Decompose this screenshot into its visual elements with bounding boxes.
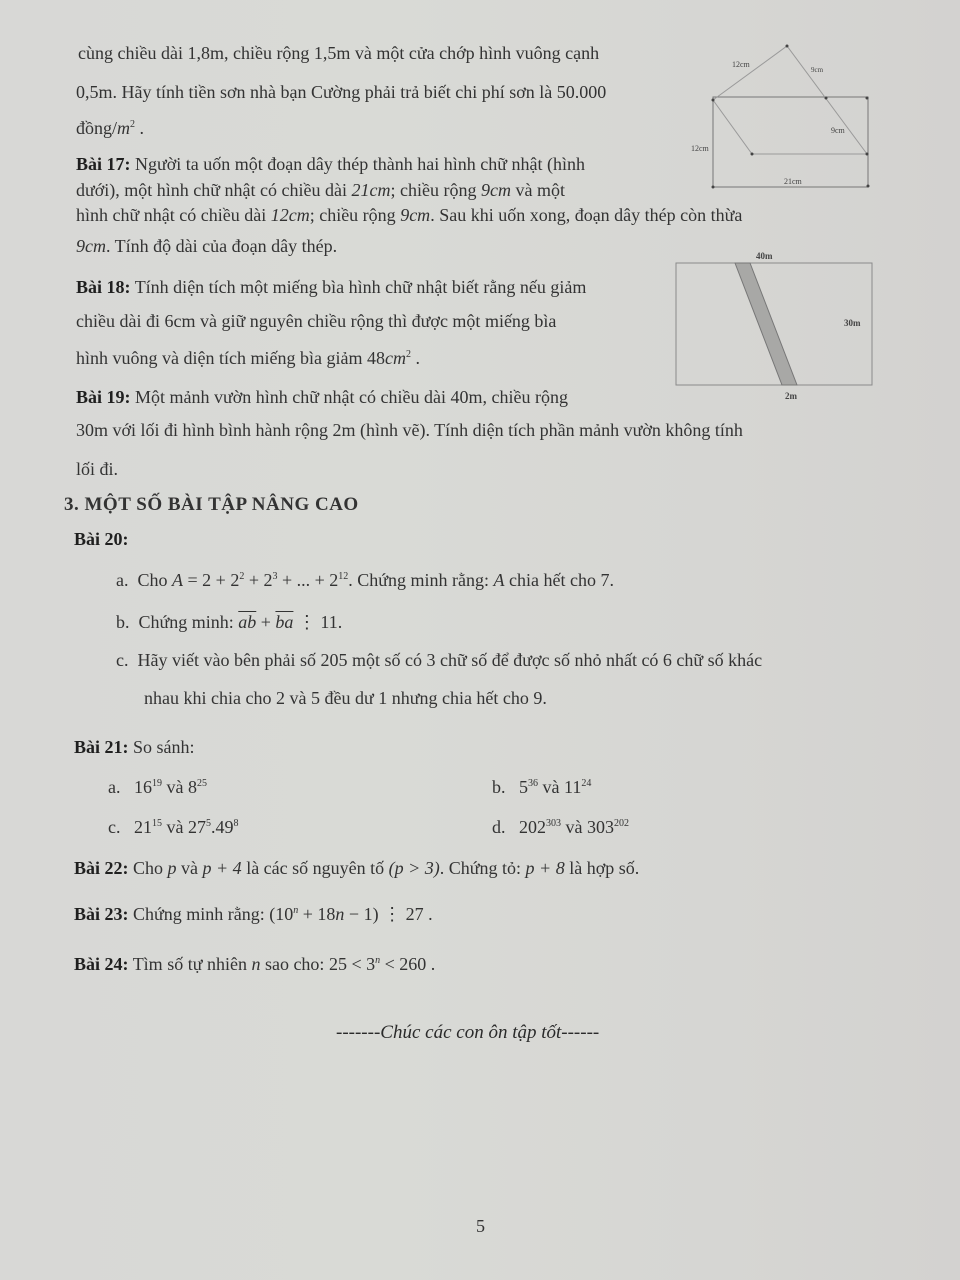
item-marker: d. — [492, 817, 506, 837]
label-path-width: 2m — [785, 391, 797, 401]
expr: + 18 — [298, 904, 336, 924]
text: hình vuông và diện tích miếng bìa giảm 48 — [76, 348, 385, 368]
text: . Sau khi uốn xong, đoạn dây thép còn thừa — [430, 205, 743, 225]
unit-exponent: 2 — [130, 119, 136, 130]
label-tilted-length: 12cm — [732, 60, 750, 69]
bai20-item-c-line-1 — [116, 650, 762, 671]
text: Hãy viết vào bên phải số 205 một số có 3 chữ số để được số nhỏ nhất có 6 chữ số khác — [137, 650, 763, 670]
bai21-line — [74, 737, 195, 758]
bai17-text: Người ta uốn một đoạn dây thép thành hai hình chữ nhật (hình — [130, 154, 585, 174]
text: Cho — [128, 858, 168, 878]
expr: 25 < 3 — [328, 954, 376, 974]
text: Chứng minh: — [138, 612, 239, 632]
label-length: 40m — [756, 251, 773, 261]
bai19-line-1 — [76, 387, 568, 408]
garden-path — [735, 263, 797, 385]
intro-text: đồng/ — [76, 118, 118, 138]
exponent: 2 — [239, 571, 245, 582]
bai17-line-1 — [76, 154, 585, 175]
text: và một — [510, 180, 565, 200]
bai18-line-2: chiều dài đi 6cm và giữ nguyên chiều rộng thì được một miếng bìa — [76, 311, 557, 331]
value: 21cm — [351, 180, 391, 200]
exponent: 8 — [233, 818, 239, 829]
var: n — [335, 904, 345, 924]
bai21-item-c — [108, 817, 239, 838]
overline-ab: $\overline{ab}$ — [238, 612, 257, 632]
expr: + — [256, 612, 276, 632]
text: . Chứng tỏ: — [439, 858, 526, 878]
bai19-label: Bài 19: — [76, 387, 131, 407]
intro-line-1: cùng chiều dài 1,8m, chiều rộng 1,5m và một cửa chớp hình vuông cạnh — [78, 43, 600, 63]
exponent: 202 — [614, 818, 629, 829]
bai20-label: Bài 20: — [74, 529, 129, 549]
item-marker: c. — [108, 817, 121, 837]
exponent: n — [293, 905, 299, 916]
label-width: 30m — [844, 318, 861, 328]
bai17-line-4 — [76, 236, 337, 257]
var: A — [493, 570, 505, 590]
bai19-text: Một mảnh vườn hình chữ nhật có chiều dài 40m, chiều rộng — [130, 387, 568, 407]
bai18-line-3 — [76, 348, 420, 369]
bai24-line — [74, 954, 435, 975]
text: ⋮ 11. — [293, 612, 343, 632]
base: 8 — [188, 777, 197, 797]
base: .49 — [211, 817, 234, 837]
text: và — [162, 777, 188, 797]
bai17-figure — [680, 30, 900, 200]
bai17-line-3 — [76, 205, 742, 226]
bai23-label: Bài 23: — [74, 904, 129, 924]
expr: p + 8 — [525, 858, 565, 878]
bai18-text: Tính diện tích một miếng bìa hình chữ nhật biết rằng nếu giảm — [130, 277, 587, 297]
bai21-item-b — [492, 777, 591, 798]
base: 5 — [519, 777, 528, 797]
var: A — [172, 570, 184, 590]
text: và — [176, 858, 203, 878]
exponent: 5 — [206, 818, 211, 829]
exponent: 2 — [405, 349, 411, 360]
bai17-label: Bài 17: — [76, 154, 131, 174]
text: chia hết cho 7. — [504, 570, 615, 590]
bai23-line — [74, 904, 433, 925]
text: sao cho: — [260, 954, 329, 974]
var: p — [167, 858, 177, 878]
label-rect-width: 9cm — [831, 126, 845, 135]
expr: = 2 + 2 — [183, 570, 240, 590]
bai20-item-b — [116, 612, 342, 633]
bai21-label: Bài 21: — [74, 737, 129, 757]
exponent: 19 — [152, 778, 162, 789]
text: Chứng minh rằng: — [128, 904, 270, 924]
item-marker: a. — [116, 570, 129, 590]
expr: (10 — [269, 904, 294, 924]
text: là các số nguyên tố — [241, 858, 389, 878]
item-marker: b. — [492, 777, 506, 797]
text: . Chứng minh rằng: — [348, 570, 494, 590]
overline-ba: $\overline{ba}$ — [275, 612, 294, 632]
base: 11 — [564, 777, 582, 797]
exponent: 15 — [152, 818, 162, 829]
label-tilted-width: 9cm — [811, 66, 824, 74]
expr: < 260 . — [380, 954, 436, 974]
value: 12cm — [270, 205, 310, 225]
base: 27 — [188, 817, 206, 837]
label-rect-length: 21cm — [784, 177, 802, 186]
intro-suffix: . — [135, 118, 145, 138]
value: 9cm — [400, 205, 431, 225]
bai21-item-d — [492, 817, 629, 838]
item-marker: c. — [116, 650, 129, 670]
value: 9cm — [76, 236, 106, 256]
text: . Tính độ dài của đoạn dây thép. — [106, 236, 338, 256]
text: và — [162, 817, 188, 837]
exponent: 25 — [197, 778, 207, 789]
base: 303 — [587, 817, 614, 837]
item-marker: a. — [108, 777, 121, 797]
bai21-item-a — [108, 777, 207, 798]
intro-line-3 — [76, 118, 144, 139]
exponent: 12 — [338, 571, 349, 582]
exponent: n — [375, 955, 381, 966]
bai20-item-c-line-2: nhau khi chia cho 2 và 5 đều dư 1 nhưng chia hết cho 9. — [144, 688, 547, 708]
expr: + ... + 2 — [277, 570, 339, 590]
expr: p + 4 — [202, 858, 242, 878]
text: ; chiều rộng — [390, 180, 481, 200]
expr: + 2 — [244, 570, 273, 590]
section-heading: 3. MỘT SỐ BÀI TẬP NÂNG CAO — [64, 494, 359, 515]
text: là hợp số. — [564, 858, 640, 878]
exponent: 303 — [546, 818, 561, 829]
text: và — [538, 777, 564, 797]
condition: (p > 3) — [388, 858, 440, 878]
item-marker: b. — [116, 612, 130, 632]
text: hình chữ nhật có chiều dài — [76, 205, 271, 225]
exponent: 24 — [581, 778, 592, 789]
bai17-line-2 — [76, 180, 565, 201]
rect-21x12 — [713, 97, 868, 187]
base: 202 — [519, 817, 546, 837]
base: 21 — [134, 817, 152, 837]
bai24-label: Bài 24: — [74, 954, 129, 974]
exponent: 3 — [272, 571, 278, 582]
text: và — [561, 817, 587, 837]
value: 9cm — [480, 180, 511, 200]
text: dưới), một hình chữ nhật có chiều dài — [76, 180, 352, 200]
closing-message: -------Chúc các con ôn tập tốt------ — [336, 1022, 600, 1043]
bai18-line-1 — [76, 277, 586, 298]
label-rect-height: 12cm — [691, 144, 709, 153]
bai22-label: Bài 22: — [74, 858, 129, 878]
bai22-line — [74, 858, 639, 879]
bai20-item-a — [116, 570, 614, 591]
text: . — [410, 348, 420, 368]
page-number: 5 — [476, 1216, 485, 1236]
var: n — [251, 954, 261, 974]
bai19-line-3: lối đi. — [76, 459, 119, 479]
unit: cm — [384, 348, 406, 368]
exponent: 36 — [528, 778, 538, 789]
text: So sánh: — [128, 737, 195, 757]
intro-line-2: 0,5m. Hãy tính tiền sơn nhà bạn Cường phải trả biết chi phí sơn là 50.000 — [76, 82, 607, 102]
bai18-label: Bài 18: — [76, 277, 131, 297]
unit-m: m — [117, 118, 131, 138]
text: ; chiều rộng — [309, 205, 401, 225]
base: 16 — [134, 777, 152, 797]
text: Cho — [137, 570, 173, 590]
text: Tìm số tự nhiên — [128, 954, 252, 974]
expr: − 1) ⋮ 27 . — [344, 904, 433, 924]
bai19-figure — [670, 240, 890, 410]
bai19-line-2: 30m với lối đi hình bình hành rộng 2m (hình vẽ). Tính diện tích phần mảnh vườn không tính — [76, 420, 743, 440]
